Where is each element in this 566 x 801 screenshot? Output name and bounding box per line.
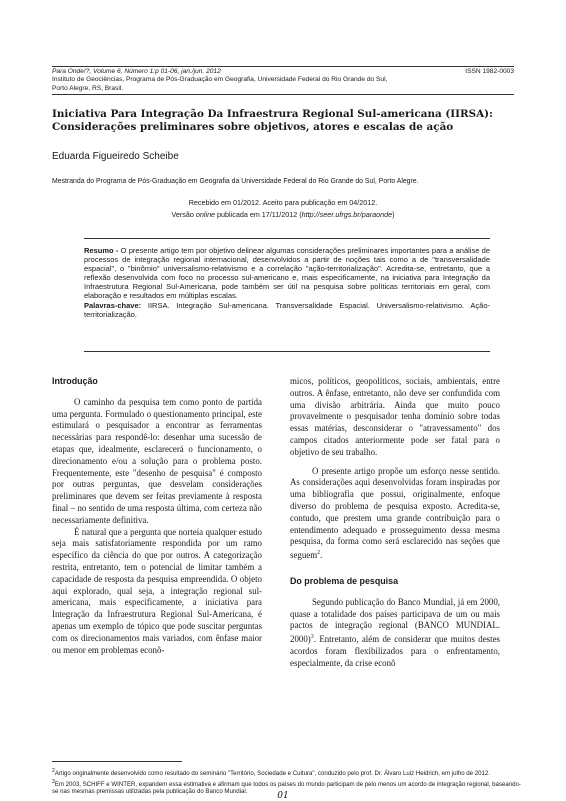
- footnote-2: $^2$Artigo originalmente desenvolvido como resultado do seminário "Território, Sociedade e Cultura", conduzido pelo prof. Dr. Álvaro Luiz Heidrich, em julho de 2012.: [52, 768, 491, 778]
- journal-header: [52, 68, 514, 93]
- intro-paragraph-2: É natural que a pergunta que norteia qualquer estudo seja mais satisfatoriamente respondida por um ramo específico da ciência do que por outros. A categorização restrita, entretanto, tem o potencial de limitar também a capacidade de resposta da pesquisa empreendida. O objeto aqui explorado, qual seja, a integração regional sul-americana, mais especificamente, a iniciativa para Integração da Infraestrutura Regional Sul-Americana, é apenas um exemplo de tópico que pode suscitar perguntas com os direcionamentos mais variados, com ênfase maior ou menor em problemas econô-: [52, 526, 262, 655]
- right-paragraph-2: O presente artigo propõe um esforço nesse sentido. As considerações aqui desenvolvidas foram inspiradas por uma bibliografia que possui, originalmente, enfoque diverso do problema de pesquisa exposto. Acredita-se, contudo, que prestem uma grande contribuição para o entendimento adequado e prosseguimento dessa mesma pesquisa, da forma como será esclarecido nas seções que seguem$^2$.: [290, 465, 500, 561]
- right-paragraph-3: Segundo publicação do Banco Mundial, já em 2000, quase a totalidade dos países participava de um ou mais pactos de integração regional (BANCO MUNDIAL. 2000)$^3$. Entretanto, além de considerar que muitos destes acordos foram flexibilizados para o enfrentamento, especialmente, da crise econô: [290, 596, 500, 668]
- left-column: [52, 376, 262, 656]
- abstract-bottom-rule: [84, 351, 490, 352]
- author-affiliation: Mestranda do Programa de Pós-Graduação em Geografia da Universidade Federal do Rio Grande do Sul, Porto Alegre.: [52, 178, 419, 185]
- abstract-block: [84, 246, 490, 319]
- publication-dates: [52, 197, 514, 220]
- author-name: Eduarda Figueiredo Scheibe: [52, 151, 179, 162]
- footnote-rule: [52, 761, 182, 762]
- online-version: Versão online publicada em 17/11/2012 (http://seer.ufrgs.br/paraonde): [171, 209, 395, 219]
- article-title: Iniciativa Para Integração Da Infraestrura Regional Sul-americana (IIRSA): Considerações preliminares sobre objetivos, atores e escalas de ação: [52, 108, 493, 133]
- abstract-label: Resumo -: [84, 246, 121, 255]
- intro-paragraph-1: O caminho da pesquisa tem como ponto de partida uma pergunta. Formulado o questionamento principal, este estimulará o pesquisador a encontrar as ferramentas necessárias para respondê-lo: desenhar uma sucessão de etapas que, idealmente, esclarecerá o funcionamento, o direcionamento e/ou a solução para o problema posto. Frequentemente, este "desenho de pesquisa" é composto por outras perguntas, que desvelam considerações preliminares que devem ser feitas previamente à resposta final – no sentido de uma resposta última, com certeza não necessariamente definitiva.: [52, 396, 262, 525]
- institute-line: Instituto de Geociências, Programa de Pós-Graduação em Geografia, Universidade Federal do Rio Grande do Sul,: [52, 76, 388, 84]
- footnote-ref-3[interactable]: 3: [310, 634, 314, 641]
- abstract-text: O presente artigo tem por objetivo delinear algumas considerações preliminares importantes para a análise de processos de integração regional internacional, desenvolvidos a partir de noções tais como a de "transversalidade espacial", o "binômio" universalismo-relativismo e a correlação "ação-territorialização". Acredita-se, entretanto, que a reflexão desenvolvida com foco no processo sul-americano e, mais especificamente, na iniciativa para Integração da Infraestrutura Regional Sul-Americana, pode também ser útil na pesquisa sobre políticas territoriais em geral, com elaboração e resultados em múltiplas escalas.: [84, 246, 490, 301]
- header-bottom-rule: [52, 94, 514, 95]
- problem-heading: Do problema de pesquisa: [290, 575, 399, 586]
- right-paragraph-1: micos, políticos, geopolíticos, sociais, ambientais, entre outros. A ênfase, entretanto, não deve ser confundida com uma divisão arbitrária. Ainda que muito pouco provavelmente o pesquisador tenha domínio sobre todas essas matérias, desconsiderar o "atravessamento" dos campos citados anteriormente pode ser fatal para o objetivo de seu trabalho.: [290, 376, 500, 457]
- footnote-3: $^3$Em 2003, SCHIFF e WINTER, expandem essa estimativa e afirmam que todos os países do mundo participam de pelo menos um acordo de integração regional, baseando-se nas mesmas premissas utilizadas pela publicação do Banco Mundial.: [52, 778, 521, 796]
- abstract-top-rule: [84, 238, 490, 239]
- journal-citation: Para Onde!?, Volume 6, Número 1:p 01-06, jan./jun. 2012: [52, 68, 221, 75]
- page-number: 01: [277, 791, 289, 801]
- keywords-label: Palavras-chave:: [84, 300, 148, 310]
- city-line: Porto Alegre, RS, Brasil.: [52, 84, 124, 92]
- issn: ISSN 1982-0003: [465, 68, 514, 75]
- header-top-rule: [52, 66, 514, 67]
- intro-heading: Introdução: [52, 376, 98, 386]
- footnote-ref-2[interactable]: 2: [317, 550, 321, 557]
- right-column: [290, 376, 500, 669]
- journal-url-link[interactable]: http://seer.ufrgs.br/paraonde: [301, 209, 393, 219]
- keywords-text: IIRSA. Integração Sul-americana. Transversalidade Espacial. Universalismo-relativismo. Ação-territorialização.: [84, 300, 490, 319]
- received-date: Recebido em 01/2012. Aceito para publicação em 04/2012.: [188, 198, 378, 207]
